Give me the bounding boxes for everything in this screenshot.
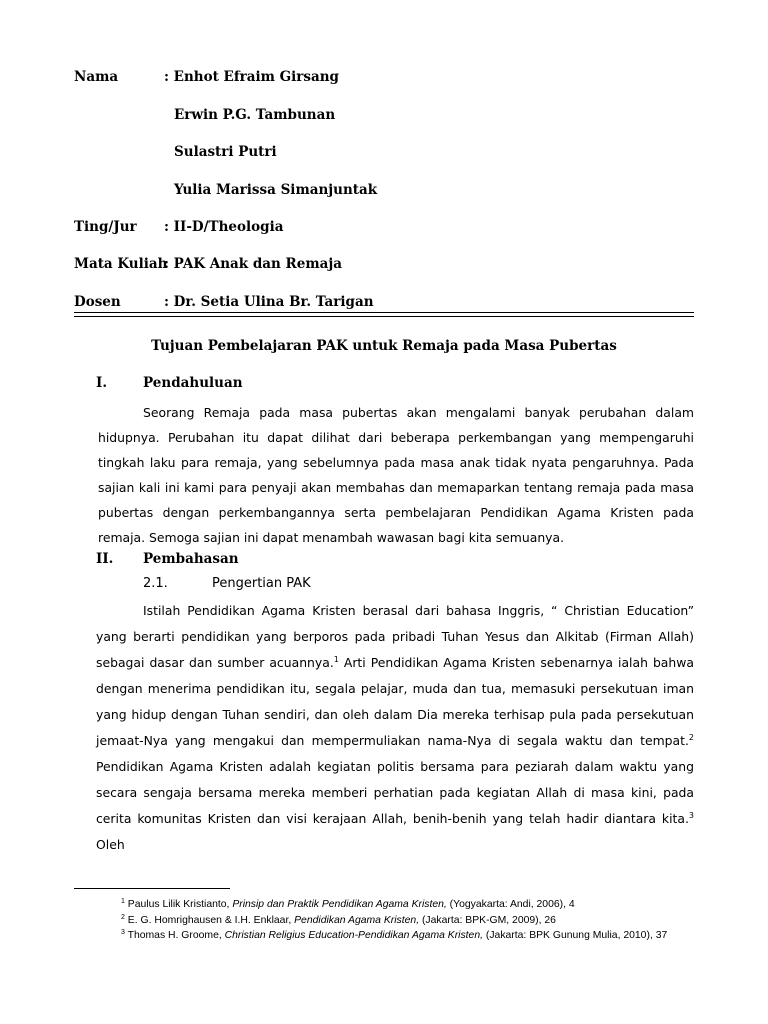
subsection-number: 2.1. xyxy=(143,576,168,591)
dosen-label: Dosen xyxy=(74,294,121,310)
section-1-paragraph: Seorang Remaja pada masa pubertas akan mengalami banyak perubahan dalam hidupnya. Perubahan itu dapat dilihat dari beberapa perkembangan yang mempengaruhi tingkah laku para remaja, yang sebelumnya pada masa anak tidak nyata pengaruhnya. Pada sajian kali ini kami para penyaji akan membahas dan memaparkan tentang remaja pada masa pubertas dengan perkembangannya serta pembelajaran Pendidikan Agama Kristen pada remaja. Semoga sajian ini dapat menambah wawasan bagi kita semuanya. xyxy=(98,405,694,545)
paragraph-text-b: Arti Pendidikan Agama Kristen sebenarnya ialah bahwa dengan menerima pendidikan itu, segala pelajar, muda dan tua, memasuki persekutuan iman yang hidup dengan Tuhan sendiri, dan oleh dalam Dia mereka terhisap pula pada persekutuan jemaat-Nya yang mengakui dan mempermuliakan nama-Nya di segala waktu dan tempat. xyxy=(96,655,694,748)
section-2-heading: Pembahasan xyxy=(143,551,239,567)
footnote-ref-3: 3 xyxy=(688,811,694,820)
header-divider-thick xyxy=(74,316,694,317)
document-title: Tujuan Pembelajaran PAK untuk Remaja pada Masa Pubertas xyxy=(151,338,617,354)
name-value-3: Sulastri Putri xyxy=(174,144,277,160)
mata-kuliah-label: Mata Kuliah xyxy=(74,256,168,272)
section-2-number: II. xyxy=(96,551,114,567)
mata-kuliah-value: : PAK Anak dan Remaja xyxy=(164,256,343,272)
paragraph-text-d: Oleh xyxy=(96,837,125,852)
footnote-1: $^1$ Paulus Lilik Kristianto, Prinsip dan Praktik Pendidikan Agama Kristen, (Yogyakarta: Andi, 2006), 4 xyxy=(121,898,575,910)
ting-label: Ting/Jur xyxy=(74,219,137,235)
footnote-separator xyxy=(74,888,230,889)
paragraph-text-a: Istilah Pendidikan Agama Kristen berasal dari bahasa Inggris, “ Christian Education” yang berarti pendidikan yang berporos pada pribadi Tuhan Yesus dan Alkitab (Firman Allah) sebagai dasar dan sumber acuannya. xyxy=(96,603,694,670)
name-value-2: Erwin P.G. Tambunan xyxy=(174,107,336,123)
section-1-heading: Pendahuluan xyxy=(143,375,243,391)
subsection-heading: Pengertian PAK xyxy=(212,576,311,591)
footnote-3: $^3$ Thomas H. Groome, Christian Religius Education-Pendidikan Agama Kristen, (Jakarta: BPK Gunung Mulia, 2010), 37 xyxy=(121,929,668,941)
section-2-paragraph xyxy=(96,598,694,858)
footnote-2: $^2$ E. G. Homrighausen & I.H. Enklaar, Pendidikan Agama Kristen, (Jakarta: BPK-GM, 2009), 26 xyxy=(121,914,556,926)
footnote-ref-1: 1 xyxy=(333,655,339,664)
name-label: Nama xyxy=(74,69,119,85)
section-1-number: I. xyxy=(96,375,108,391)
header-divider-thin xyxy=(74,312,694,313)
footnote-ref-2: 2 xyxy=(688,733,694,742)
dosen-value: : Dr. Setia Ulina Br. Tarigan xyxy=(164,294,374,310)
name-value-1: : Enhot Efraim Girsang xyxy=(164,69,339,85)
paragraph-text-c: Pendidikan Agama Kristen adalah kegiatan politis bersama para peziarah dalam waktu yang secara sengaja bersama mereka memberi perhatian pada kegiatan Allah di masa kini, pada cerita komunitas Kristen dan visi kerajaan Allah, benih-benih yang telah hadir diantara kita. xyxy=(96,759,694,826)
name-value-4: Yulia Marissa Simanjuntak xyxy=(174,182,378,198)
ting-value: : II-D/Theologia xyxy=(164,219,284,235)
